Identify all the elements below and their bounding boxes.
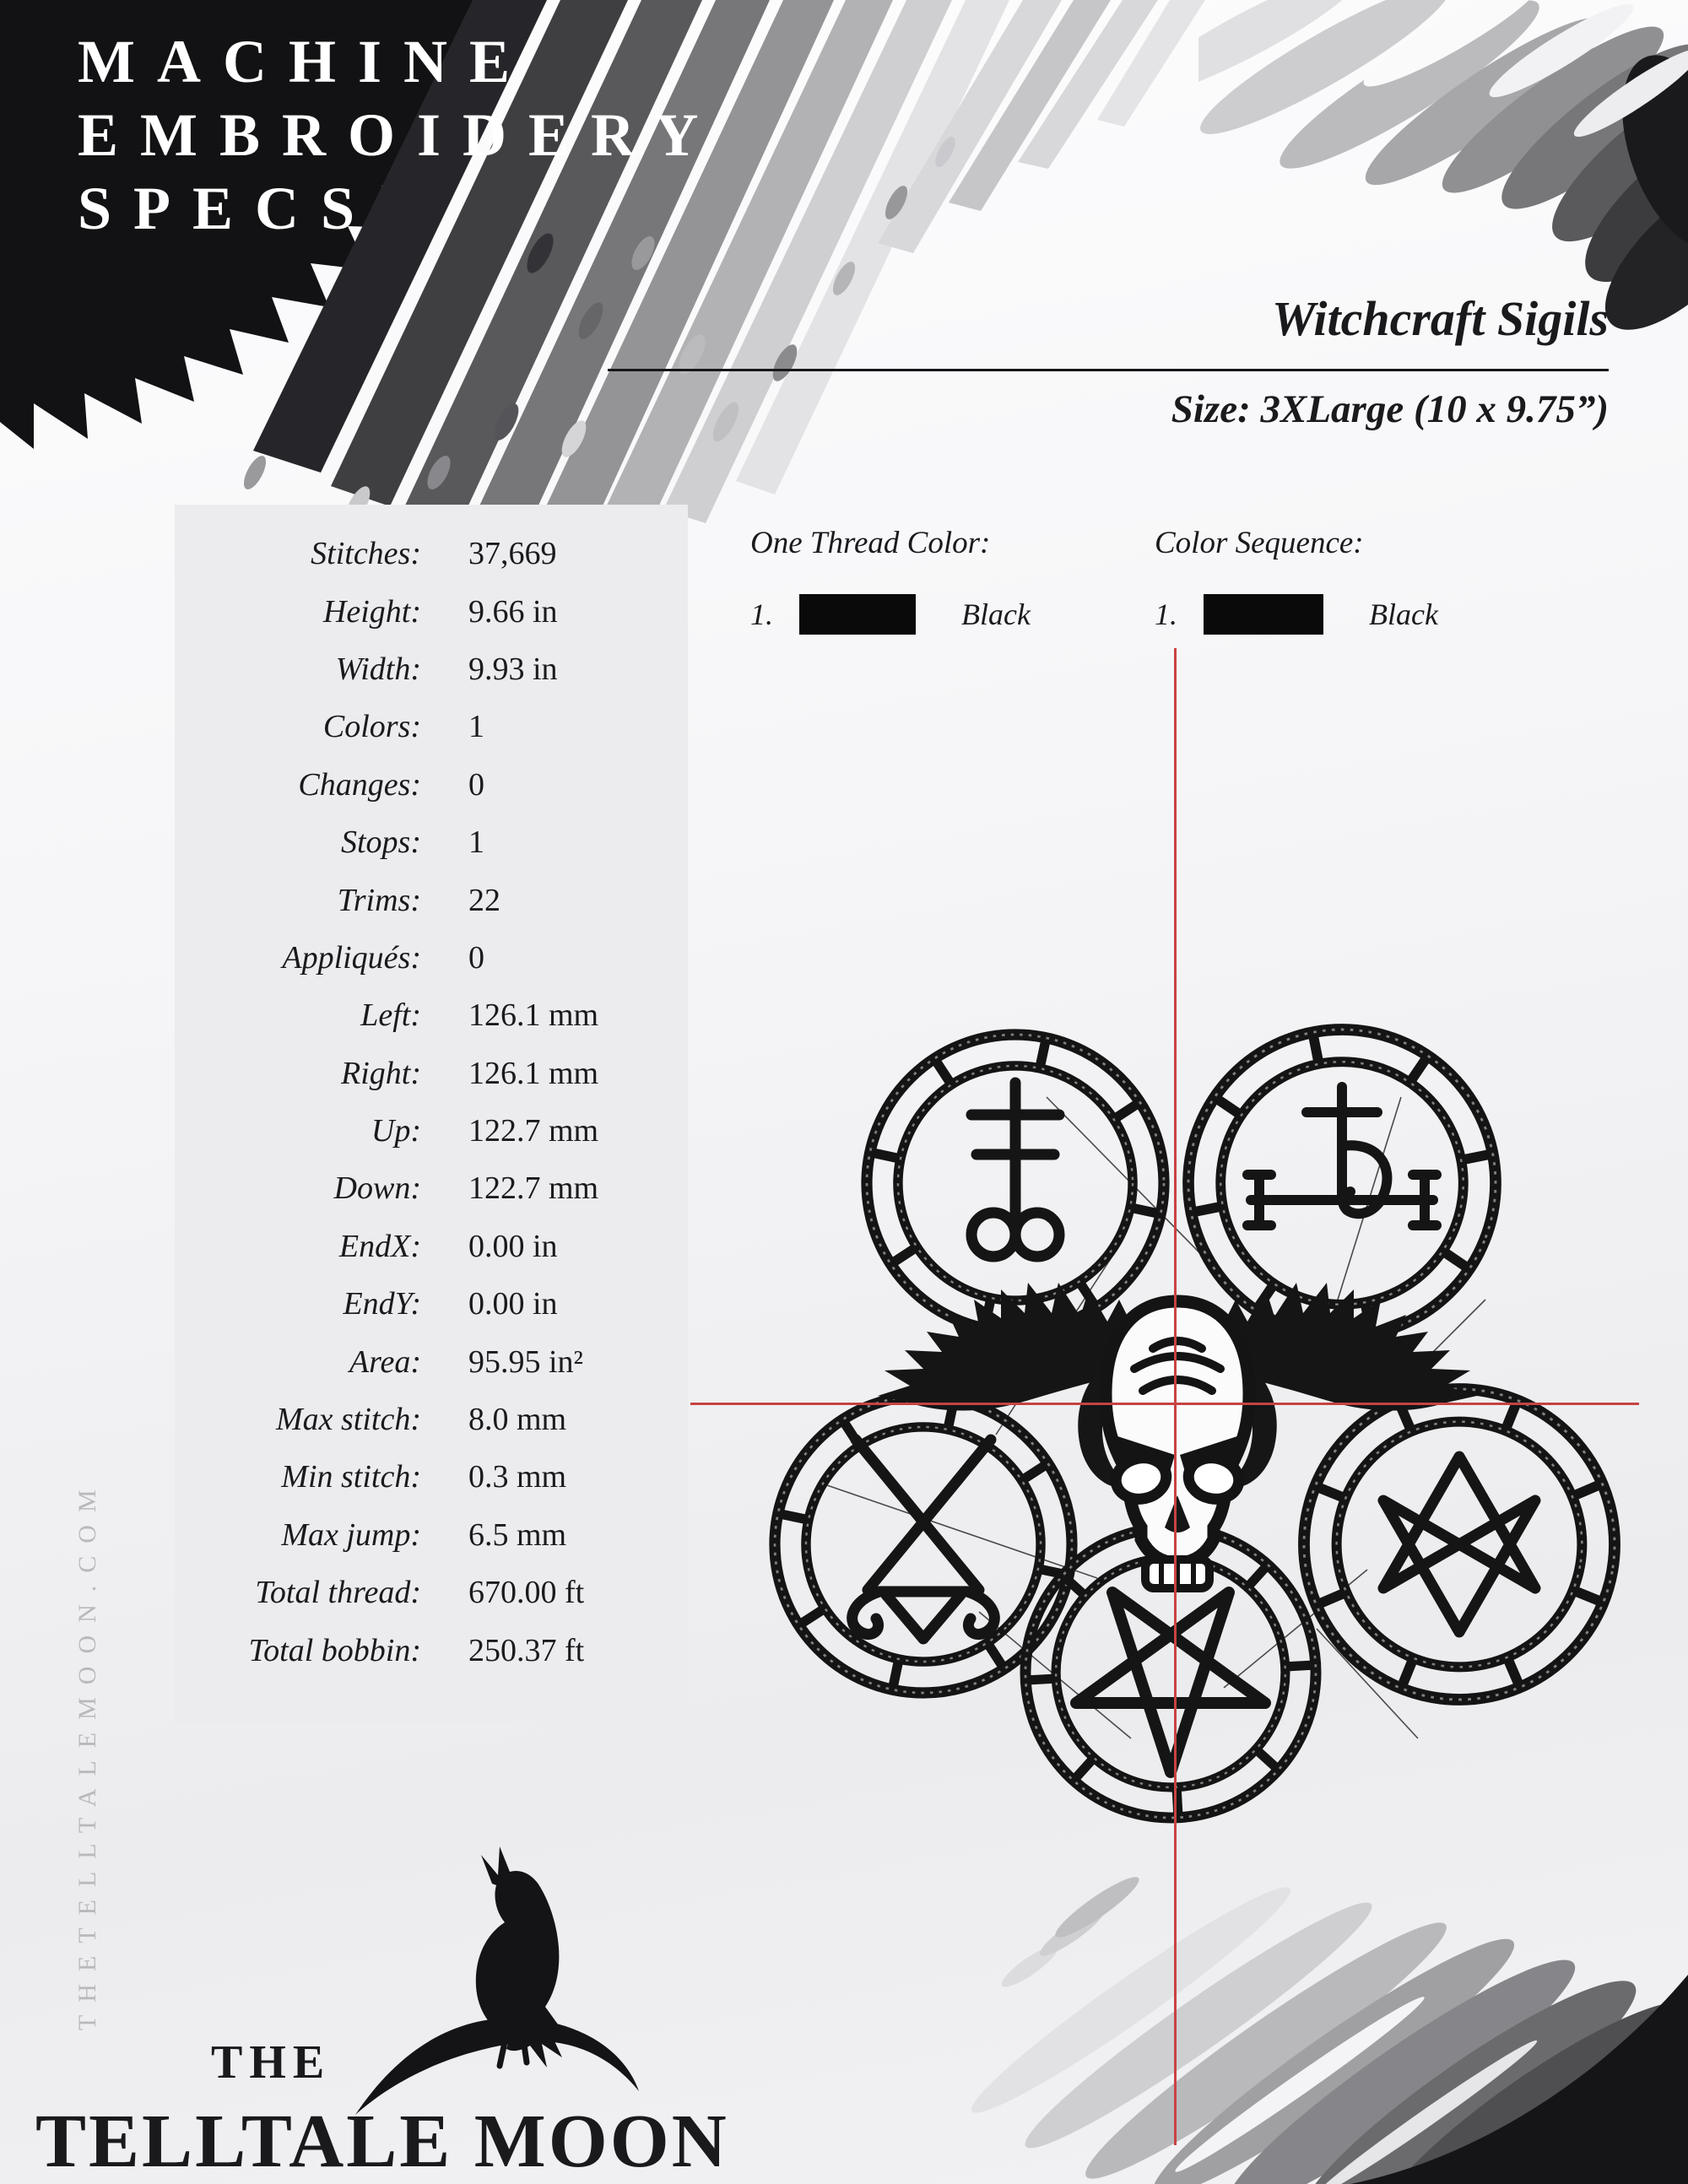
color-sequence-list <box>1155 594 1438 635</box>
brand-word-telltale-moon: TELLTALE MOON <box>35 2100 729 2183</box>
spec-value: 22 <box>468 882 500 918</box>
crosshair-vertical-line <box>1174 648 1177 2145</box>
spec-row <box>175 1564 688 1621</box>
spec-value: 0.3 mm <box>468 1459 567 1495</box>
spec-row <box>175 641 688 698</box>
spec-row <box>175 1621 688 1679</box>
spec-row <box>175 582 688 640</box>
spec-label: Colors: <box>322 709 421 745</box>
spec-value: 0.00 in <box>468 1228 558 1264</box>
spec-label: Width: <box>335 651 421 687</box>
spec-value: 122.7 mm <box>468 1113 599 1149</box>
color-sequence-heading: Color Sequence: <box>1155 526 1364 560</box>
spec-value: 670.00 ft <box>468 1575 585 1611</box>
one-thread-color-heading: One Thread Color: <box>750 526 991 560</box>
spec-row <box>175 698 688 755</box>
spec-value: 6.5 mm <box>468 1516 567 1553</box>
spec-label: Stitches: <box>311 536 421 572</box>
spec-row <box>175 1391 688 1448</box>
spec-value: 0 <box>468 766 484 803</box>
spec-label: EndY: <box>343 1286 421 1322</box>
spec-value: 8.0 mm <box>468 1402 567 1438</box>
spec-row <box>175 1045 688 1102</box>
spec-value: 1 <box>468 709 484 745</box>
spec-label: Total bobbin: <box>248 1632 421 1668</box>
spec-label: Min stitch: <box>281 1459 421 1495</box>
spec-label: Right: <box>341 1055 421 1091</box>
spec-value: 37,669 <box>468 536 557 572</box>
spec-label: Appliqués: <box>282 939 421 976</box>
brand-word-the: THE <box>211 2036 332 2089</box>
spec-label: Changes: <box>298 766 421 803</box>
lilith-sigil-icon <box>1247 1087 1436 1225</box>
thread-index: 1. <box>750 597 773 631</box>
design-name: Witchcraft Sigils <box>1271 291 1609 346</box>
spec-label: EndX: <box>338 1228 421 1264</box>
spec-row <box>175 756 688 814</box>
page-title-line-1: MACHINE <box>78 28 532 95</box>
spec-value: 0 <box>468 939 484 976</box>
spec-value: 95.95 in² <box>468 1343 583 1380</box>
telltale-moon-logo <box>338 1840 675 2127</box>
website-url: THETELLTALEMOON.COM <box>73 1477 101 2030</box>
design-size: Size: 3XLarge (10 x 9.75”) <box>1171 387 1609 431</box>
spec-label: Left: <box>360 997 421 1034</box>
spec-table <box>175 525 688 1679</box>
spec-row <box>175 871 688 928</box>
inverted-pentagram-icon <box>1076 1592 1265 1772</box>
thread-color-swatch <box>799 594 916 635</box>
page-title-line-2: EMBROIDERY <box>78 101 721 169</box>
spec-value: 0.00 in <box>468 1286 558 1322</box>
sequence-color-swatch <box>1204 594 1323 635</box>
spec-row <box>175 1275 688 1333</box>
spec-row <box>175 1448 688 1506</box>
spec-value: 1 <box>468 824 484 861</box>
one-thread-color-list <box>750 594 1031 635</box>
spec-value: 126.1 mm <box>468 1055 599 1091</box>
sequence-color-name: Black <box>1369 597 1438 631</box>
spec-row <box>175 987 688 1044</box>
spec-row <box>175 929 688 987</box>
spec-row <box>175 814 688 871</box>
header-divider <box>608 369 1609 371</box>
spec-label: Total thread: <box>255 1575 421 1611</box>
spec-label: Max stitch: <box>275 1402 421 1438</box>
sequence-index: 1. <box>1155 597 1177 631</box>
unicursal-hexagram-icon <box>1383 1457 1535 1632</box>
lucifer-sigil-icon <box>852 1440 995 1639</box>
spec-label: Stops: <box>341 824 421 861</box>
spec-label: Max jump: <box>281 1516 421 1553</box>
spec-row <box>175 525 688 582</box>
leviathan-cross-icon <box>971 1083 1059 1257</box>
page-title-line-3: SPECS <box>78 175 377 242</box>
spec-value: 122.7 mm <box>468 1170 599 1207</box>
thread-color-name: Black <box>961 597 1031 631</box>
spec-value: 126.1 mm <box>468 997 599 1034</box>
spec-row <box>175 1102 688 1160</box>
embroidery-design-preview <box>743 996 1671 1848</box>
page-title <box>78 25 721 246</box>
spec-label: Area: <box>349 1343 421 1380</box>
spec-row <box>175 1218 688 1275</box>
spec-value: 9.93 in <box>468 651 558 687</box>
spec-value: 250.37 ft <box>468 1632 585 1668</box>
spec-label: Down: <box>333 1170 421 1207</box>
spec-label: Trims: <box>337 882 421 918</box>
spec-panel <box>175 505 688 1723</box>
spec-row <box>175 1506 688 1564</box>
spec-row <box>175 1160 688 1217</box>
spec-row <box>175 1333 688 1390</box>
crosshair-horizontal-line <box>690 1403 1639 1405</box>
spec-label: Height: <box>322 593 421 630</box>
spec-label: Up: <box>371 1113 421 1149</box>
spec-value: 9.66 in <box>468 593 558 630</box>
